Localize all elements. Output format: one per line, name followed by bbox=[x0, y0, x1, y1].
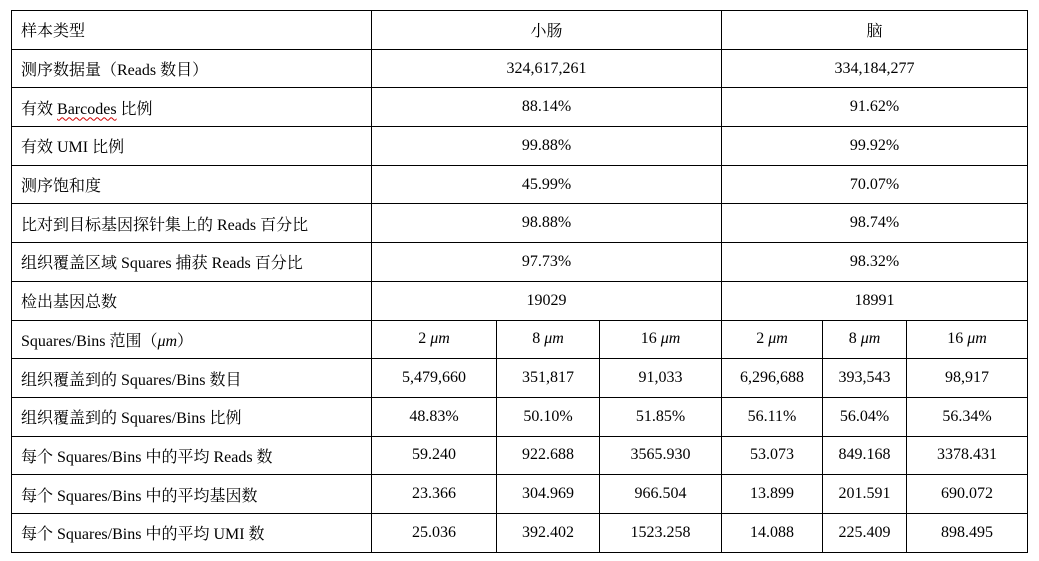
value-cell: 898.495 bbox=[907, 513, 1028, 552]
value-cell: 88.14% bbox=[372, 88, 722, 127]
value-cell: 690.072 bbox=[907, 475, 1028, 514]
value-cell: 56.11% bbox=[722, 397, 823, 436]
row-label bbox=[12, 88, 372, 127]
value-cell: 6,296,688 bbox=[722, 359, 823, 398]
value-cell: 1523.258 bbox=[600, 513, 722, 552]
value-cell: 98.74% bbox=[722, 204, 1028, 243]
table-row bbox=[12, 165, 1028, 204]
bin-size-row bbox=[12, 320, 1028, 359]
header-label: 样本类型 bbox=[12, 11, 372, 50]
value-cell: 25.036 bbox=[372, 513, 497, 552]
value-cell: 393,543 bbox=[823, 359, 907, 398]
value-cell: 56.04% bbox=[823, 397, 907, 436]
table-row bbox=[12, 49, 1028, 88]
value-cell: 98.88% bbox=[372, 204, 722, 243]
row-label: 每个 Squares/Bins 中的平均基因数 bbox=[12, 475, 372, 514]
table-row bbox=[12, 359, 1028, 398]
value-cell: 53.073 bbox=[722, 436, 823, 475]
bin-size-cell: 16 μm bbox=[907, 320, 1028, 359]
bin-size-cell: 2 μm bbox=[372, 320, 497, 359]
value-cell: 966.504 bbox=[600, 475, 722, 514]
bin-size-cell: 2 μm bbox=[722, 320, 823, 359]
table-row bbox=[12, 475, 1028, 514]
value-cell: 23.366 bbox=[372, 475, 497, 514]
metrics-table bbox=[11, 10, 1028, 553]
value-cell: 392.402 bbox=[497, 513, 600, 552]
bin-size-cell: 16 μm bbox=[600, 320, 722, 359]
value-cell: 51.85% bbox=[600, 397, 722, 436]
bin-size-cell: 8 μm bbox=[497, 320, 600, 359]
value-cell: 334,184,277 bbox=[722, 49, 1028, 88]
spellcheck-marked-word: Barcodes bbox=[57, 100, 117, 118]
value-cell: 91,033 bbox=[600, 359, 722, 398]
value-cell: 91.62% bbox=[722, 88, 1028, 127]
table-row bbox=[12, 513, 1028, 552]
value-cell: 48.83% bbox=[372, 397, 497, 436]
row-label-pre: 有效 bbox=[21, 100, 58, 118]
bin-size-cell: 8 μm bbox=[823, 320, 907, 359]
value-cell: 849.168 bbox=[823, 436, 907, 475]
header-group-1: 小肠 bbox=[372, 11, 722, 50]
row-label: 组织覆盖区域 Squares 捕获 Reads 百分比 bbox=[12, 243, 372, 282]
row-label: Squares/Bins 范围（μm） bbox=[12, 320, 372, 359]
value-cell: 97.73% bbox=[372, 243, 722, 282]
value-cell: 99.92% bbox=[722, 127, 1028, 166]
value-cell: 324,617,261 bbox=[372, 49, 722, 88]
row-label: 每个 Squares/Bins 中的平均 UMI 数 bbox=[12, 513, 372, 552]
table-row bbox=[12, 127, 1028, 166]
row-label: 测序饱和度 bbox=[12, 165, 372, 204]
row-label: 组织覆盖到的 Squares/Bins 比例 bbox=[12, 397, 372, 436]
table-row bbox=[12, 204, 1028, 243]
value-cell: 70.07% bbox=[722, 165, 1028, 204]
row-label: 比对到目标基因探针集上的 Reads 百分比 bbox=[12, 204, 372, 243]
table-row bbox=[12, 281, 1028, 320]
table-row bbox=[12, 88, 1028, 127]
value-cell: 304.969 bbox=[497, 475, 600, 514]
row-label: 每个 Squares/Bins 中的平均 Reads 数 bbox=[12, 436, 372, 475]
table-row bbox=[12, 397, 1028, 436]
value-cell: 3565.930 bbox=[600, 436, 722, 475]
value-cell: 56.34% bbox=[907, 397, 1028, 436]
value-cell: 922.688 bbox=[497, 436, 600, 475]
value-cell: 5,479,660 bbox=[372, 359, 497, 398]
value-cell: 201.591 bbox=[823, 475, 907, 514]
value-cell: 351,817 bbox=[497, 359, 600, 398]
value-cell: 98.32% bbox=[722, 243, 1028, 282]
value-cell: 45.99% bbox=[372, 165, 722, 204]
row-label-post: 比例 bbox=[116, 100, 153, 118]
value-cell: 3378.431 bbox=[907, 436, 1028, 475]
value-cell: 14.088 bbox=[722, 513, 823, 552]
value-cell: 18991 bbox=[722, 281, 1028, 320]
row-label: 测序数据量（Reads 数目） bbox=[12, 49, 372, 88]
value-cell: 59.240 bbox=[372, 436, 497, 475]
row-label: 检出基因总数 bbox=[12, 281, 372, 320]
header-group-2: 脑 bbox=[722, 11, 1028, 50]
table-row bbox=[12, 436, 1028, 475]
table-row bbox=[12, 243, 1028, 282]
value-cell: 50.10% bbox=[497, 397, 600, 436]
value-cell: 13.899 bbox=[722, 475, 823, 514]
unit-label: μm bbox=[157, 332, 178, 350]
value-cell: 19029 bbox=[372, 281, 722, 320]
row-label: 有效 UMI 比例 bbox=[12, 127, 372, 166]
value-cell: 98,917 bbox=[907, 359, 1028, 398]
value-cell: 99.88% bbox=[372, 127, 722, 166]
row-label: 组织覆盖到的 Squares/Bins 数目 bbox=[12, 359, 372, 398]
value-cell: 225.409 bbox=[823, 513, 907, 552]
header-row bbox=[12, 11, 1028, 50]
